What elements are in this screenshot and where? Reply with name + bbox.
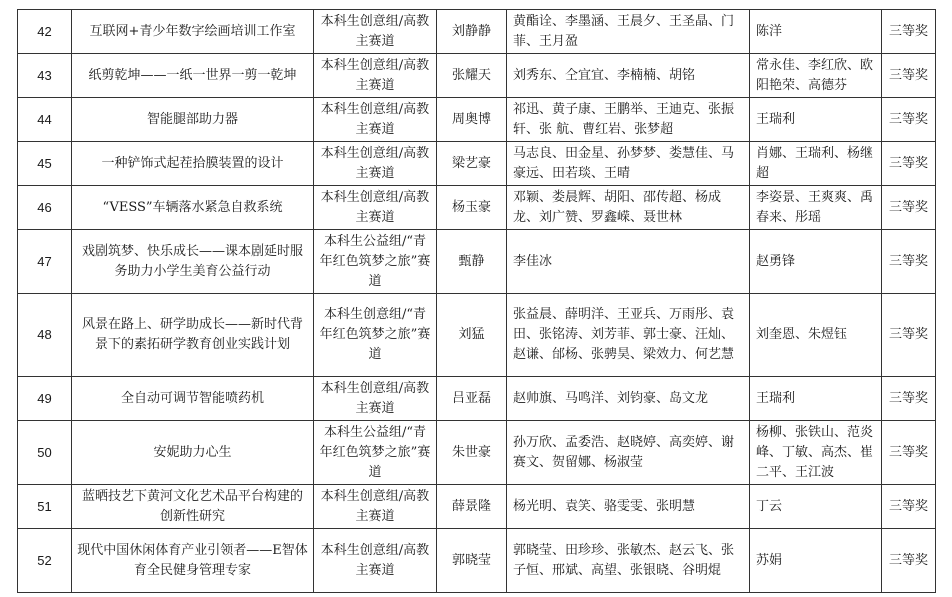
row-number: 44 [18,98,72,142]
team-leader: 刘静静 [437,10,507,54]
row-number: 47 [18,230,72,294]
project-name: 一种铲饰式起茬拾膜装置的设计 [72,142,314,186]
awards-table [17,9,936,593]
advisor: 苏娟 [750,529,882,593]
row-number: 48 [18,294,72,377]
project-name: 蓝晒技艺下黄河文化艺术品平台构建的创新性研究 [72,485,314,529]
team-leader: 梁艺豪 [437,142,507,186]
table-row [18,142,936,186]
table-row [18,230,936,294]
award-level: 三等奖 [882,529,936,593]
table-row [18,54,936,98]
award-level: 三等奖 [882,142,936,186]
advisor: 常永佳、李红欣、欧阳艳荣、高德芬 [750,54,882,98]
team-leader: 郭晓莹 [437,529,507,593]
project-name: 全自动可调节智能喷药机 [72,377,314,421]
team-members: 邓颖、娄晨辉、胡阳、邵传超、杨成龙、刘广赞、罗鑫嵘、聂世林 [507,186,750,230]
competition-track: 本科生创意组/“青年红色筑梦之旅”赛道 [314,294,437,377]
team-members: 刘秀东、仝宜宜、李楠楠、胡铭 [507,54,750,98]
advisor: 王瑞利 [750,377,882,421]
team-members: 马志良、田金星、孙梦梦、娄慧佳、马豪远、田若琰、王晴 [507,142,750,186]
table-row [18,529,936,593]
project-name: 戏剧筑梦、快乐成长——课本剧延时服务助力小学生美育公益行动 [72,230,314,294]
team-members: 李佳冰 [507,230,750,294]
award-level: 三等奖 [882,98,936,142]
award-level: 三等奖 [882,294,936,377]
project-name: 现代中国休闲体育产业引领者——E智体育全民健身管理专家 [72,529,314,593]
award-level: 三等奖 [882,377,936,421]
award-level: 三等奖 [882,54,936,98]
competition-track: 本科生创意组/高教主赛道 [314,485,437,529]
project-name: 智能腿部助力器 [72,98,314,142]
competition-track: 本科生公益组/“青年红色筑梦之旅”赛道 [314,421,437,485]
advisor: 肖娜、王瑞利、杨继超 [750,142,882,186]
project-name: 互联网+青少年数字绘画培训工作室 [72,10,314,54]
table-row [18,98,936,142]
team-members: 张益晨、薛明洋、王亚兵、万雨彤、袁田、张铭涛、刘芳菲、郭士豪、汪灿、赵谦、邰杨、张骋昊、梁效力、何艺慧 [507,294,750,377]
team-leader: 朱世豪 [437,421,507,485]
competition-track: 本科生创意组/高教主赛道 [314,529,437,593]
competition-track: 本科生公益组/“青年红色筑梦之旅”赛道 [314,230,437,294]
advisor: 陈洋 [750,10,882,54]
project-name: 纸剪乾坤——一纸一世界一剪一乾坤 [72,54,314,98]
project-name: 风景在路上、研学助成长——新时代背景下的素拓研学教育创业实践计划 [72,294,314,377]
row-number: 43 [18,54,72,98]
team-members: 祁迅、黄子康、王鹏举、王迪克、张振轩、张 航、曹红岩、张梦超 [507,98,750,142]
team-members: 郭晓莹、田珍珍、张敏杰、赵云飞、张子恒、邢斌、高望、张银晓、谷明焜 [507,529,750,593]
table-row [18,186,936,230]
team-leader: 杨玉豪 [437,186,507,230]
row-number: 52 [18,529,72,593]
competition-track: 本科生创意组/高教主赛道 [314,98,437,142]
competition-track: 本科生创意组/高教主赛道 [314,142,437,186]
competition-track: 本科生创意组/高教主赛道 [314,54,437,98]
table-row [18,421,936,485]
row-number: 45 [18,142,72,186]
table-row [18,10,936,54]
row-number: 42 [18,10,72,54]
awards-table-body [18,10,936,593]
row-number: 50 [18,421,72,485]
award-level: 三等奖 [882,10,936,54]
advisor: 丁云 [750,485,882,529]
table-row [18,294,936,377]
team-leader: 刘猛 [437,294,507,377]
table-row [18,485,936,529]
advisor: 杨柳、张铁山、范炎峰、丁敏、高杰、崔二平、王江波 [750,421,882,485]
team-members: 杨光明、袁笑、骆雯雯、张明慧 [507,485,750,529]
project-name: “VESS”车辆落水紧急自救系统 [72,186,314,230]
team-leader: 甄静 [437,230,507,294]
advisor: 刘奎恩、朱煜钰 [750,294,882,377]
competition-track: 本科生创意组/高教主赛道 [314,10,437,54]
team-leader: 张耀天 [437,54,507,98]
table-row [18,377,936,421]
team-members: 孙万欣、孟委浩、赵晓婷、高奕婷、谢赛文、贺留娜、杨淑莹 [507,421,750,485]
award-level: 三等奖 [882,230,936,294]
team-leader: 薛景隆 [437,485,507,529]
advisor: 王瑞利 [750,98,882,142]
competition-track: 本科生创意组/高教主赛道 [314,186,437,230]
row-number: 49 [18,377,72,421]
advisor: 赵勇锋 [750,230,882,294]
team-members: 黄酯诠、李墨涵、王晨夕、王圣晶、门菲、王月盈 [507,10,750,54]
team-leader: 吕亚磊 [437,377,507,421]
competition-track: 本科生创意组/高教主赛道 [314,377,437,421]
team-leader: 周奥博 [437,98,507,142]
award-level: 三等奖 [882,485,936,529]
project-name: 安妮助力心生 [72,421,314,485]
row-number: 46 [18,186,72,230]
award-level: 三等奖 [882,186,936,230]
award-level: 三等奖 [882,421,936,485]
row-number: 51 [18,485,72,529]
advisor: 李姿景、王爽爽、禹春来、彤瑶 [750,186,882,230]
team-members: 赵帅旗、马鸣洋、刘钧豪、岛文龙 [507,377,750,421]
